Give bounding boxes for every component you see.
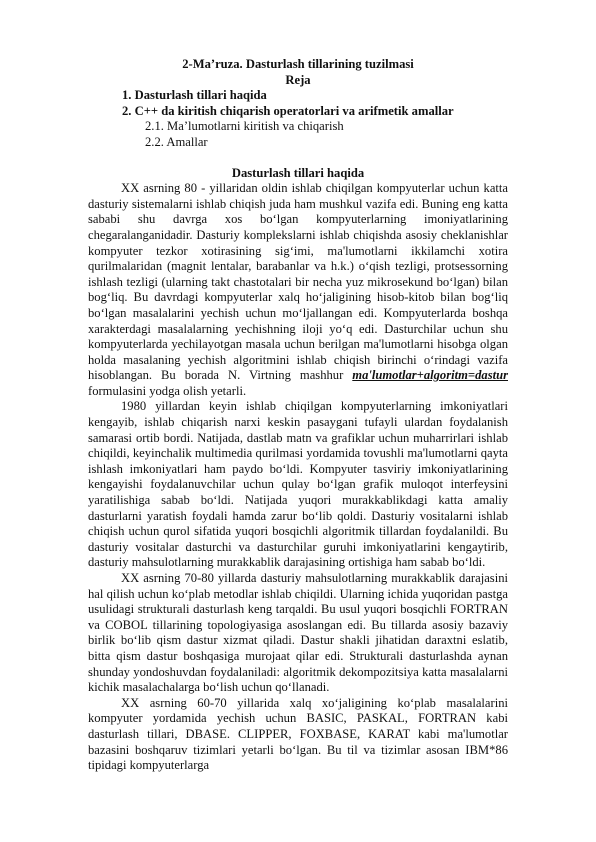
paragraph-2: 1980 yillardan keyin ishlab chiqilgan kompyuterlarning imkoniyatlari kengayib, ishlab chiqarish narxi keskin pasaygani tufayli ulardan foydalanish samarasi ortib bordi. Natijada, dastlab matn va grafiklar uchun muharrirlari ishlab chiqildi, keyinchalik multimedia qurilmasi yordamida tovushli ma'lumotlarni qayta ishlash imkoniyatlari ham paydo bo‘ldi. Kompyuter tasviriy imkoniyatlarining kengayishi foydalanuvchilar uchun qulay bo‘lgan grafik muloqot interfeysini yaratilishiga sabab bo‘ldi. Natijada yuqori murakkablikdagi katta amaliy dasturlarni yaratish foydali hamda zarur bo‘lib qoldi. Dasturiy vositalarni ishlab chiqish uchun qurol sifatida yuqori bosqichli algoritmik tillardan foydalanildi. Bu dasturiy vositalar dasturchi va dasturchilar guruhi imkoniyatlarini kengaytirib, dasturiy mahsulotlarning murakkablik darajasining ortishiga ham sabab bo‘ldi. [88,399,508,570]
plan-heading: Reja [285,72,311,87]
plan-item-1: 1. Dasturlash tillari haqida [122,88,267,103]
lecture-title: 2-Ma’ruza. Dasturlash tillarining tuzilmasi [182,57,414,71]
plan-item-2: 2. C++ da kiritish chiqarish operatorlari va arifmetik amallar [122,103,454,118]
section-heading: Dasturlash tillari haqida [231,165,365,180]
virth-formula: ma'lumotlar+algoritm=dastur [352,368,508,383]
paragraph-4: XX asrning 60-70 yillarida xalq xo‘jaligining ko‘plab masalalarini kompyuter yordamida yechish uchun BASIC, PASKAL, FORTRAN kabi dasturlash tillari, DBASE. CLIPPER, FOXBASE, KARAT kabi ma'lumotlar bazasini boshqaruv tizimlari yetarli bo‘lgan. Bu til va tizimlar asosan IBM*86 tipidagi kompyuterlarga [88,695,508,773]
paragraph-1 [88,181,508,399]
paragraph-1-text: XX asrning 80 - yillaridan oldin ishlab chiqilgan kompyuterlar uchun katta dasturiy sistemalarni ishlab chiqish juda ham mushkul vazifa edi. Buning eng katta sababi shu davrga xos bo‘lgan kompyuterlarning imoniyatlarining chegaralanganidadir. Dasturiy komplekslarni ishlab chiqishda asosiy cheklanishlar kompyuter tezkor xotirasining sig‘imi, ma'lumotlarni ikkilamchi xotira qurilmalaridan (magnit lentalar, barabanlar va h.k.) o‘qish tezligi, protsessorning ishlash tezligi (ularning takt chastotalari bir necha yuz mikrosekund bo‘lgan) bilan bog‘liq. Bu davrdagi kompyuterlar xalq ho‘jaligining hisob-kitob bilan bog‘liq bo‘lgan masalalarini yechish uchun mo‘ljallangan edi. Kompyuterlarda boshqa xarakterdagi masalalarning yechishning iloji yo‘q edi. Dasturchilar uchun shu kompyuterlarda yechilayotgan masala uchun berilgan ma'lumotlarni hisobga olgan holda masalaning yechish algoritmini ishlab chiqish birinchi o‘rindagi vazifa hisoblangan. Bu borada N. Virtning mashhur [88,181,508,383]
document-page [88,57,508,774]
plan-item-2-1: 2.1. Ma’lumotlarni kiritish va chiqarish [145,119,344,134]
paragraph-1-tail: formulasini yodga olish yetarli. [88,383,247,398]
plan-item-2-2: 2.2. Amallar [145,134,208,149]
spacer [88,151,508,166]
paragraph-3: XX asrning 70-80 yillarda dasturiy mahsulotlarning murakkablik darajasini hal qilish uchun ko‘plab metodlar ishlab chiqildi. Ularning ichida yuqoridan pastga usulidagi strukturali dasturlash keng tarqaldi. Bu usul yuqori bosqichli FORTRAN va COBOL tillarining topologiyasiga asoslangan edi. Bu tillarda asosiy bazaviy birlik bo‘lib qism dastur xizmat qiladi. Dastur shakli jihatidan daraxtni eslatib, bitta qism dastur boshqasiga murojaat qilar edi. Strukturali dasturlashda aynan shunday yondoshuvdan foydalaniladi: algoritmik dekompozitsiya katta masalalarni kichik masalachalarga bo‘lish uchun qo‘llanadi. [88,571,508,695]
